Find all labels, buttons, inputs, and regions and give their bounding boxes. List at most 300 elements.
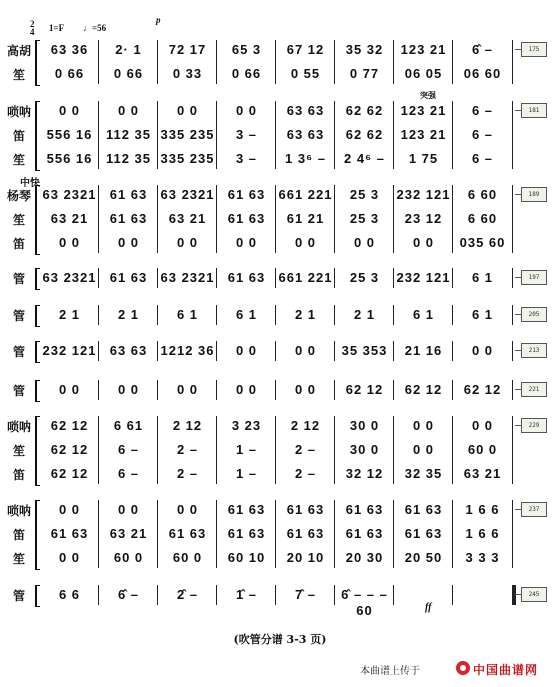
- score-system: [0, 185, 560, 257]
- measure: 61 63: [345, 502, 384, 517]
- measure: 3 –: [235, 151, 258, 166]
- barline: [98, 380, 99, 400]
- measure: 2 1: [353, 307, 376, 322]
- measure: 6 61: [113, 418, 144, 433]
- measure: 63 63: [286, 127, 325, 142]
- measure: 0 0: [58, 103, 81, 118]
- measure: 1212 36: [160, 343, 215, 358]
- measure: 61 63: [50, 526, 89, 541]
- measure: 62 12: [463, 382, 502, 397]
- measure: 6 1: [471, 307, 494, 322]
- notation-row: [40, 502, 515, 518]
- barline: [334, 416, 335, 484]
- measure: 6 60: [467, 211, 498, 226]
- measure: 1 3⁶ –: [285, 151, 326, 166]
- instrument-label: 管: [12, 272, 25, 286]
- upload-text: 本曲谱上传于: [360, 666, 420, 677]
- measure: 0 33: [172, 66, 203, 81]
- measure: 63 21: [168, 211, 207, 226]
- notation-row: [40, 103, 515, 119]
- measure: 0 0: [471, 418, 494, 433]
- measure: 035 60: [459, 235, 506, 250]
- score-system: [0, 268, 560, 292]
- measure: 2 4⁶ –: [344, 151, 385, 166]
- site-name: 中国曲谱网: [473, 663, 539, 677]
- measure: 123 21: [400, 127, 447, 142]
- measure: 335 235: [160, 127, 215, 142]
- barline: [216, 380, 217, 400]
- score-system: [0, 101, 560, 173]
- notation-row: [40, 382, 515, 398]
- measure: 0 0: [294, 235, 317, 250]
- measure: 20 30: [345, 550, 384, 565]
- end-barline: [512, 500, 513, 568]
- notation-row: [40, 66, 515, 82]
- measure: 0 0: [471, 343, 494, 358]
- measure: 6̂ –: [117, 587, 140, 602]
- measure: 0 0: [412, 442, 435, 457]
- score-system: [0, 585, 560, 618]
- instrument-label: 笛: [12, 237, 25, 251]
- measure: 62 62: [345, 103, 384, 118]
- barline: [275, 268, 276, 288]
- measure: 63 63: [286, 103, 325, 118]
- measure: 123 21: [400, 103, 447, 118]
- measure: 1 6 6: [465, 502, 500, 517]
- measure: 0 0: [176, 103, 199, 118]
- notation-row: [40, 187, 515, 203]
- barline: [275, 500, 276, 568]
- measure: 63 2321: [160, 187, 215, 202]
- barline: [157, 40, 158, 84]
- measure: 30 0: [349, 442, 380, 457]
- measure: 23 12: [404, 211, 443, 226]
- barline: [452, 268, 453, 288]
- barline: [216, 305, 217, 325]
- key-signature: 1=F: [49, 23, 65, 33]
- barline: [98, 40, 99, 84]
- barline: [98, 305, 99, 325]
- measure: 6̂ –: [471, 42, 494, 57]
- measure: 0 0: [58, 550, 81, 565]
- measure: 61 63: [404, 526, 443, 541]
- instrument-label: 管: [12, 384, 25, 398]
- measure: 63 21: [463, 466, 502, 481]
- rehearsal-mark: 181: [521, 103, 547, 118]
- measure: 30 0: [349, 418, 380, 433]
- measure: 62 62: [345, 127, 384, 142]
- measure: 6 1: [471, 270, 494, 285]
- barline: [157, 585, 158, 605]
- measure: 2 1: [58, 307, 81, 322]
- barline: [275, 185, 276, 253]
- measure: 556 16: [46, 127, 93, 142]
- measure: 06 05: [404, 66, 443, 81]
- measure: 1 75: [408, 151, 439, 166]
- barline: [334, 500, 335, 568]
- barline: [393, 380, 394, 400]
- rehearsal-mark: 205: [521, 307, 547, 322]
- measure: 62 12: [345, 382, 384, 397]
- measure: 3 3 3: [465, 550, 500, 565]
- barline: [452, 585, 453, 605]
- barline: [393, 416, 394, 484]
- barline: [157, 380, 158, 400]
- dynamic-marking: p: [156, 15, 161, 25]
- end-barline: [512, 305, 513, 325]
- measure: 0 66: [113, 66, 144, 81]
- notation-row: [40, 127, 515, 143]
- barline: [216, 101, 217, 169]
- page-note: (吹管分谱 3-3 页): [233, 633, 327, 646]
- time-signature: [30, 20, 35, 36]
- barline: [275, 341, 276, 361]
- measure: 35 32: [345, 42, 384, 57]
- score-system: [0, 416, 560, 488]
- measure: 556 16: [46, 151, 93, 166]
- notation-row: [40, 211, 515, 227]
- measure: 2 –: [176, 466, 199, 481]
- notation-row: [40, 151, 515, 167]
- measure: 61 63: [227, 502, 266, 517]
- measure: 0 0: [235, 103, 258, 118]
- notation-row: [40, 270, 515, 286]
- measure: 63 21: [109, 526, 148, 541]
- measure: 661 221: [278, 270, 333, 285]
- barline: [334, 380, 335, 400]
- instrument-label: 唢呐: [6, 105, 31, 119]
- notation-row: [40, 466, 515, 482]
- measure: 61 63: [404, 502, 443, 517]
- measure: 112 35: [105, 151, 152, 166]
- measure: 0 0: [176, 382, 199, 397]
- measure: 6 1: [412, 307, 435, 322]
- measure: 6 –: [471, 151, 494, 166]
- barline: [216, 185, 217, 253]
- measure: 6 –: [471, 127, 494, 142]
- measure: 0 0: [117, 103, 140, 118]
- measure: [453, 587, 512, 603]
- measure: 60 0: [467, 442, 498, 457]
- measure: 60 0: [113, 550, 144, 565]
- end-barline: [512, 585, 516, 605]
- notation-row: [40, 418, 515, 434]
- measure: 0 0: [58, 502, 81, 517]
- measure: 0 0: [294, 343, 317, 358]
- instrument-label: 唢呐: [6, 504, 31, 518]
- measure: 2 –: [176, 442, 199, 457]
- rehearsal-mark: 189: [521, 187, 547, 202]
- barline: [157, 101, 158, 169]
- measure: 0 0: [58, 382, 81, 397]
- barline: [452, 416, 453, 484]
- barline: [334, 185, 335, 253]
- measure: 25 3: [349, 187, 380, 202]
- notation-row: [40, 442, 515, 458]
- barline: [334, 40, 335, 84]
- measure: [394, 587, 453, 603]
- measure: 1 –: [235, 466, 258, 481]
- measure: 20 50: [404, 550, 443, 565]
- instrument-label: 笛: [12, 129, 25, 143]
- measure: 0 0: [353, 235, 376, 250]
- measure: 0 0: [235, 235, 258, 250]
- measure: 6 60: [467, 187, 498, 202]
- barline: [334, 305, 335, 325]
- measure: 62 12: [50, 466, 89, 481]
- measure: 32 12: [345, 466, 384, 481]
- rehearsal-mark: 245: [521, 587, 547, 602]
- measure: 67 12: [286, 42, 325, 57]
- measure: 2 12: [290, 418, 321, 433]
- measure: 6 1: [235, 307, 258, 322]
- measure: 7̂ –: [294, 587, 317, 602]
- rehearsal-mark: 197: [521, 270, 547, 285]
- instrument-label: 管: [12, 589, 25, 603]
- barline: [157, 268, 158, 288]
- barline: [452, 341, 453, 361]
- score-system: [0, 341, 560, 365]
- barline: [157, 416, 158, 484]
- measure: 0 0: [294, 382, 317, 397]
- measure: 63 2321: [42, 187, 97, 202]
- barline: [334, 268, 335, 288]
- barline: [216, 585, 217, 605]
- barline: [216, 416, 217, 484]
- rehearsal-mark: 175: [521, 42, 547, 57]
- measure: 72 17: [168, 42, 207, 57]
- instrument-label: 管: [12, 309, 25, 323]
- barline: [275, 585, 276, 605]
- barline: [275, 305, 276, 325]
- measure: 2 –: [294, 466, 317, 481]
- measure: 0 0: [58, 235, 81, 250]
- measure: 6 6: [58, 587, 81, 602]
- measure: 62 12: [50, 442, 89, 457]
- measure: 25 3: [349, 211, 380, 226]
- tempo-marking: ♩=56: [83, 23, 107, 33]
- measure: 0 0: [176, 502, 199, 517]
- notation-row: [40, 235, 515, 251]
- end-barline: [512, 101, 513, 169]
- barline: [98, 416, 99, 484]
- end-barline: [512, 380, 513, 400]
- measure: 6 1: [176, 307, 199, 322]
- site-logo-icon: [456, 661, 470, 675]
- notation-row: [40, 550, 515, 566]
- measure: 6 –: [117, 466, 140, 481]
- measure: 35 353: [341, 343, 388, 358]
- barline: [216, 40, 217, 84]
- annotation-zhongkuai: 中快: [20, 178, 40, 189]
- measure: 2 –: [294, 442, 317, 457]
- time-sig-top: 2: [30, 19, 35, 29]
- annotation-tuxiu: 突强: [420, 91, 436, 100]
- measure: 2· 1: [115, 42, 142, 57]
- measure: 61 63: [345, 526, 384, 541]
- measure: 63 21: [50, 211, 89, 226]
- instrument-label: 笛: [12, 468, 25, 482]
- measure: 6 –: [117, 442, 140, 457]
- score-system: [0, 305, 560, 329]
- instrument-label: 唢呐: [6, 420, 31, 434]
- measure: 61 63: [227, 211, 266, 226]
- measure: 2 1: [294, 307, 317, 322]
- measure: 3 23: [231, 418, 262, 433]
- time-sig-bottom: 4: [30, 27, 35, 37]
- dynamic-ff: ff: [425, 602, 432, 613]
- measure: 21 16: [404, 343, 443, 358]
- instrument-label: 笙: [12, 444, 25, 458]
- barline: [334, 585, 335, 605]
- measure: 65 3: [231, 42, 262, 57]
- barline: [452, 185, 453, 253]
- measure: 60 0: [172, 550, 203, 565]
- measure: 661 221: [278, 187, 333, 202]
- measure: 232 121: [42, 343, 97, 358]
- barline: [452, 500, 453, 568]
- instrument-label: 管: [12, 345, 25, 359]
- barline: [98, 185, 99, 253]
- measure: 3 –: [235, 127, 258, 142]
- measure: 20 10: [286, 550, 325, 565]
- barline: [157, 185, 158, 253]
- barline: [393, 101, 394, 169]
- measure: 61 63: [168, 526, 207, 541]
- barline: [393, 268, 394, 288]
- measure: 61 63: [109, 270, 148, 285]
- barline: [452, 305, 453, 325]
- measure: 2̂ –: [176, 587, 199, 602]
- barline: [393, 305, 394, 325]
- end-barline: [512, 341, 513, 361]
- rehearsal-mark: 221: [521, 382, 547, 397]
- measure: 61 21: [286, 211, 325, 226]
- measure: 0 0: [412, 418, 435, 433]
- measure: 1̂ –: [235, 587, 258, 602]
- measure: 61 63: [286, 502, 325, 517]
- measure: 335 235: [160, 151, 215, 166]
- score-system: [0, 40, 560, 88]
- measure: 25 3: [349, 270, 380, 285]
- measure: 1 6 6: [465, 526, 500, 541]
- instrument-label: 笙: [12, 213, 25, 227]
- barline: [393, 585, 394, 605]
- measure: 0 0: [117, 235, 140, 250]
- measure: 0 77: [349, 66, 380, 81]
- barline: [452, 101, 453, 169]
- measure: 0 0: [235, 343, 258, 358]
- measure: 0 66: [54, 66, 85, 81]
- measure: 63 2321: [160, 270, 215, 285]
- barline: [216, 268, 217, 288]
- barline: [452, 380, 453, 400]
- barline: [98, 101, 99, 169]
- measure: 123 21: [400, 42, 447, 57]
- barline: [157, 305, 158, 325]
- barline: [275, 380, 276, 400]
- score-system: [0, 380, 560, 404]
- measure: 0 66: [231, 66, 262, 81]
- measure: 0 0: [235, 382, 258, 397]
- barline: [393, 40, 394, 84]
- measure: 61 63: [227, 526, 266, 541]
- measure: 0 55: [290, 66, 321, 81]
- measure: 63 2321: [42, 270, 97, 285]
- measure: 6̂ – – – 60: [341, 587, 388, 618]
- measure: 06 60: [463, 66, 502, 81]
- barline: [334, 101, 335, 169]
- barline: [275, 101, 276, 169]
- barline: [98, 500, 99, 568]
- measure: 0 0: [176, 235, 199, 250]
- measure: 2 12: [172, 418, 203, 433]
- notation-row: [40, 343, 515, 359]
- measure: 61 63: [227, 270, 266, 285]
- end-barline: [512, 268, 513, 288]
- measure: 232 121: [396, 187, 451, 202]
- notation-row: [40, 42, 515, 58]
- measure: 63 36: [50, 42, 89, 57]
- measure: 112 35: [105, 127, 152, 142]
- barline: [216, 341, 217, 361]
- measure: 62 12: [50, 418, 89, 433]
- measure: 6 –: [471, 103, 494, 118]
- measure: 61 63: [227, 187, 266, 202]
- measure: 32 35: [404, 466, 443, 481]
- end-barline: [512, 416, 513, 484]
- barline: [157, 341, 158, 361]
- end-barline: [512, 40, 513, 84]
- barline: [334, 341, 335, 361]
- rehearsal-mark: 213: [521, 343, 547, 358]
- barline: [98, 268, 99, 288]
- measure: 61 63: [286, 526, 325, 541]
- measure: 0 0: [412, 235, 435, 250]
- barline: [157, 500, 158, 568]
- measure: 61 63: [109, 187, 148, 202]
- score-system: [0, 500, 560, 572]
- barline: [393, 500, 394, 568]
- measure: 63 63: [109, 343, 148, 358]
- barline: [98, 341, 99, 361]
- notation-row: [40, 307, 515, 323]
- measure: 2 1: [117, 307, 140, 322]
- measure: 60 10: [227, 550, 266, 565]
- site-logo[interactable]: [456, 659, 554, 677]
- barline: [98, 585, 99, 605]
- measure: 232 121: [396, 270, 451, 285]
- rehearsal-mark: 237: [521, 502, 547, 517]
- barline: [216, 500, 217, 568]
- measure: 62 12: [404, 382, 443, 397]
- barline: [393, 341, 394, 361]
- end-barline: [512, 185, 513, 253]
- instrument-label: 笛: [12, 528, 25, 542]
- instrument-label: 笙: [12, 153, 25, 167]
- instrument-label: 笙: [12, 68, 25, 82]
- barline: [452, 40, 453, 84]
- instrument-label: 杨琴: [6, 189, 31, 203]
- barline: [275, 416, 276, 484]
- barline: [275, 40, 276, 84]
- measure: 0 0: [117, 502, 140, 517]
- instrument-label: 高胡: [6, 44, 31, 58]
- measure: 1 –: [235, 442, 258, 457]
- notation-row: [40, 526, 515, 542]
- barline: [393, 185, 394, 253]
- instrument-label: 笙: [12, 552, 25, 566]
